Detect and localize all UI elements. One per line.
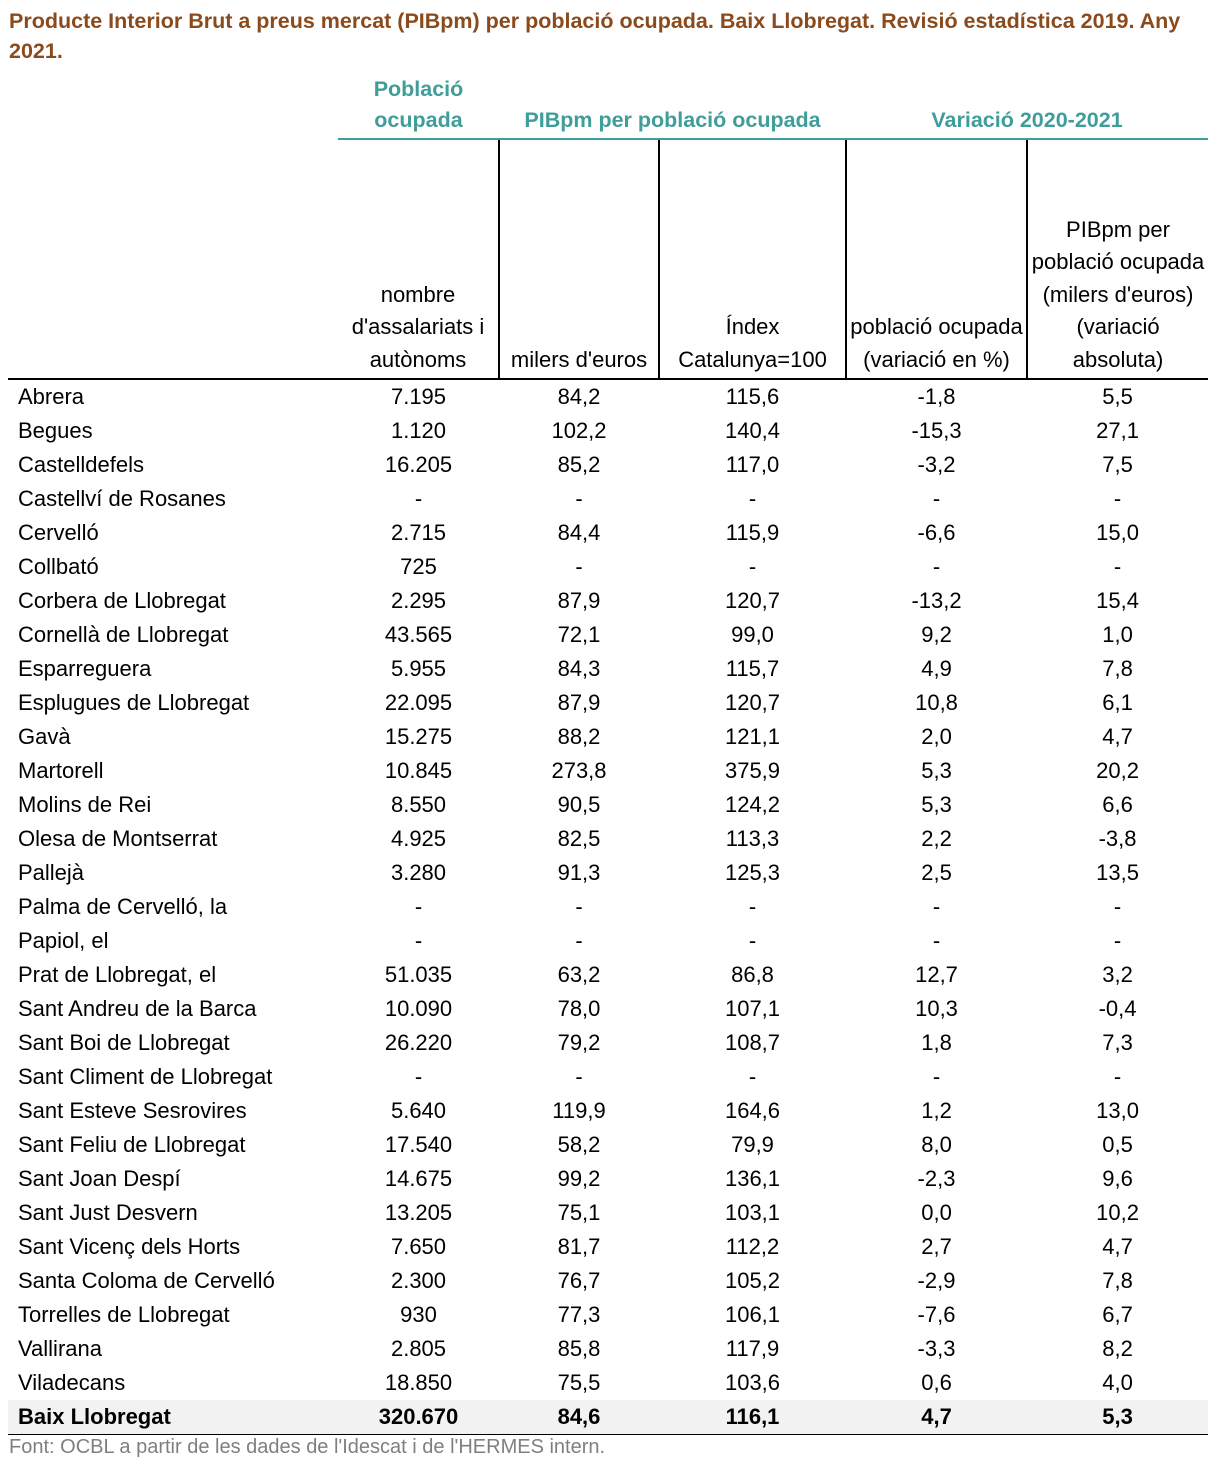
assalariats-cell: 5.955	[390, 656, 447, 681]
var-pib-cell: 6,6	[1102, 792, 1133, 817]
milers-euros-cell: 102,2	[551, 418, 607, 443]
milers-euros-cell: 77,3	[557, 1302, 601, 1327]
assalariats-cell: 8.550	[390, 792, 447, 817]
var-pib-cell: 1,0	[1102, 622, 1133, 647]
milers-euros-cell: 273,8	[551, 758, 607, 783]
milers-euros-cell: -	[575, 554, 583, 579]
milers-euros-cell: 78,0	[557, 996, 601, 1021]
municipality-cell: Castelldefels	[18, 452, 144, 477]
index-cell: 79,9	[731, 1132, 774, 1157]
index-cell: 115,6	[725, 384, 780, 409]
var-poblacio-cell: 10,8	[915, 690, 958, 715]
milers-euros-cell: 88,2	[557, 724, 601, 749]
milers-euros-cell: 85,2	[557, 452, 601, 477]
index-cell: 116,1	[659, 1400, 846, 1435]
assalariats-cell: 14.675	[384, 1166, 453, 1191]
var-pib-cell: 15,4	[1096, 588, 1139, 613]
index-cell: 121,1	[724, 724, 781, 749]
assalariats-cell: 930	[400, 1302, 437, 1327]
municipality-cell: Sant Climent de Llobregat	[18, 1064, 273, 1089]
var-pib-cell: 9,6	[1102, 1166, 1133, 1191]
var-poblacio-cell: 5,3	[921, 792, 952, 817]
assalariats-cell: -	[414, 894, 423, 919]
var-pib-cell: 13,5	[1096, 860, 1139, 885]
municipality-cell: Sant Andreu de la Barca	[18, 996, 257, 1021]
column-header-var-poblacio: població ocupada (variació en %)	[846, 139, 1027, 379]
milers-euros-cell: 87,9	[557, 690, 601, 715]
var-poblacio-cell: -13,2	[911, 588, 962, 613]
group-header-row	[8, 74, 1208, 139]
var-pib-cell: 3,2	[1102, 962, 1133, 987]
index-cell: 113,3	[725, 826, 780, 851]
municipality-cell: Santa Coloma de Cervelló	[18, 1268, 275, 1293]
milers-euros-cell: 87,9	[557, 588, 601, 613]
milers-euros-cell: 119,9	[552, 1098, 606, 1123]
assalariats-cell: 17.540	[384, 1132, 453, 1157]
municipality-cell: Pallejà	[18, 860, 85, 885]
column-header-assalariats: nombre d'assalariats i autònoms	[338, 139, 499, 379]
milers-euros-cell: 90,5	[557, 792, 601, 817]
var-poblacio-cell: -15,3	[911, 418, 962, 443]
milers-euros-cell: -	[575, 1064, 583, 1089]
municipality-cell: Molins de Rei	[18, 792, 152, 817]
var-pib-cell: 5,5	[1102, 384, 1133, 409]
milers-euros-cell: 81,7	[557, 1234, 601, 1259]
var-poblacio-cell: -2,3	[917, 1166, 956, 1191]
group-header-variacio: Variació 2020-2021	[846, 74, 1208, 139]
municipality-cell: Begues	[18, 418, 93, 443]
assalariats-cell: 13.205	[384, 1200, 453, 1225]
var-pib-cell: 7,8	[1102, 656, 1133, 681]
assalariats-cell: 7.195	[390, 384, 447, 409]
index-cell: 125,3	[724, 860, 781, 885]
var-pib-cell: -	[1113, 1064, 1122, 1089]
var-poblacio-cell: 5,3	[921, 758, 952, 783]
column-header-row	[8, 139, 1208, 379]
var-pib-cell: 7,8	[1102, 1268, 1133, 1293]
assalariats-cell: 725	[400, 554, 437, 579]
milers-euros-cell: 84,4	[557, 520, 601, 545]
municipality-cell: Cervelló	[18, 520, 99, 545]
municipality-cell: Prat de Llobregat, el	[18, 962, 217, 987]
milers-euros-cell: 79,2	[557, 1030, 601, 1055]
index-cell: 103,6	[724, 1370, 781, 1395]
var-poblacio-cell: -6,6	[917, 520, 956, 545]
table-row	[8, 1026, 1208, 1060]
var-poblacio-cell: 8,0	[921, 1132, 952, 1157]
municipality-cell: Cornellà de Llobregat	[18, 622, 229, 647]
table-row	[8, 958, 1208, 992]
var-poblacio-cell: -	[932, 554, 941, 579]
municipality-cell: Sant Boi de Llobregat	[18, 1030, 230, 1055]
index-cell: 120,7	[724, 690, 781, 715]
milers-euros-cell: 58,2	[557, 1132, 601, 1157]
table-row	[8, 788, 1208, 822]
var-pib-cell: 0,5	[1102, 1132, 1133, 1157]
municipality-cell: Martorell	[18, 758, 104, 783]
assalariats-cell: 5.640	[390, 1098, 447, 1123]
index-cell: -	[748, 1064, 757, 1089]
assalariats-cell: 320.670	[338, 1400, 499, 1435]
var-pib-cell: 4,7	[1102, 1234, 1133, 1259]
milers-euros-cell: 84,6	[499, 1400, 659, 1435]
assalariats-cell: 16.205	[384, 452, 453, 477]
var-poblacio-cell: 2,0	[921, 724, 952, 749]
table-row	[8, 379, 1208, 414]
group-header-poblacio: Població ocupada	[338, 74, 499, 139]
assalariats-cell: -	[414, 928, 423, 953]
table-row	[8, 1366, 1208, 1400]
assalariats-cell: 10.090	[384, 996, 453, 1021]
var-pib-cell: 5,3	[1027, 1400, 1208, 1435]
var-pib-cell: -	[1113, 554, 1122, 579]
index-cell: 106,1	[724, 1302, 781, 1327]
index-cell: 86,8	[731, 962, 774, 987]
municipality-cell: Sant Feliu de Llobregat	[18, 1132, 246, 1157]
index-cell: 124,2	[724, 792, 781, 817]
var-pib-cell: 13,0	[1096, 1098, 1139, 1123]
milers-euros-cell: -	[575, 928, 583, 953]
index-cell: 99,0	[731, 622, 774, 647]
table-row	[8, 1298, 1208, 1332]
table-title: Producte Interior Brut a preus mercat (PIBpm) per població ocupada. Baix Llobregat. Revisió estadística 2019. Any 2021.	[9, 9, 1181, 63]
table-row	[8, 754, 1208, 788]
var-poblacio-cell: -3,3	[917, 1336, 956, 1361]
index-cell: 117,0	[725, 452, 780, 477]
var-poblacio-cell: 4,7	[846, 1400, 1027, 1435]
municipality-cell: Gavà	[18, 724, 71, 749]
milers-euros-cell: -	[575, 894, 583, 919]
table-row	[8, 414, 1208, 448]
milers-euros-cell: 76,7	[557, 1268, 601, 1293]
var-poblacio-cell: -	[932, 894, 941, 919]
milers-euros-cell: 75,5	[557, 1370, 601, 1395]
var-poblacio-cell: -2,9	[917, 1268, 956, 1293]
milers-euros-cell: 91,3	[557, 860, 601, 885]
assalariats-cell: 2.300	[390, 1268, 447, 1293]
var-poblacio-cell: 2,2	[921, 826, 952, 851]
table-row	[8, 924, 1208, 958]
table-row	[8, 1196, 1208, 1230]
table-row	[8, 482, 1208, 516]
index-cell: 108,7	[724, 1030, 781, 1055]
municipality-cell: Papiol, el	[18, 928, 109, 953]
municipality-cell: Sant Vicenç dels Horts	[18, 1234, 241, 1259]
municipality-cell: Sant Esteve Sesrovires	[18, 1098, 247, 1123]
data-table	[8, 74, 1208, 1435]
var-pib-cell: -	[1113, 486, 1122, 511]
index-cell: -	[748, 894, 757, 919]
assalariats-cell: 51.035	[384, 962, 453, 987]
var-pib-cell: 8,2	[1102, 1336, 1133, 1361]
index-cell: 164,6	[724, 1098, 781, 1123]
table-row	[8, 448, 1208, 482]
var-poblacio-cell: 9,2	[921, 622, 952, 647]
milers-euros-cell: 99,2	[557, 1166, 601, 1191]
assalariats-cell: 43.565	[384, 622, 453, 647]
var-poblacio-cell: 0,6	[921, 1370, 952, 1395]
table-row	[8, 550, 1208, 584]
total-row	[8, 1400, 1208, 1435]
municipality-cell: Baix Llobregat	[8, 1400, 338, 1435]
table-row	[8, 822, 1208, 856]
var-pib-cell: 10,2	[1096, 1200, 1139, 1225]
municipality-cell: Olesa de Montserrat	[18, 826, 218, 851]
source-note: Font: OCBL a partir de les dades de l'Idescat i de l'HERMES intern.	[9, 1436, 606, 1458]
var-pib-cell: -3,8	[1098, 826, 1137, 851]
column-header-milers-euros: milers d'euros	[499, 139, 659, 379]
index-cell: 103,1	[724, 1200, 781, 1225]
table-row	[8, 652, 1208, 686]
index-cell: 115,9	[725, 520, 780, 545]
milers-euros-cell: 82,5	[557, 826, 601, 851]
milers-euros-cell: 63,2	[557, 962, 601, 987]
var-pib-cell: -	[1113, 928, 1122, 953]
municipality-cell: Vallirana	[18, 1336, 102, 1361]
assalariats-cell: 4.925	[390, 826, 447, 851]
milers-euros-cell: 84,3	[557, 656, 601, 681]
var-poblacio-cell: -7,6	[917, 1302, 956, 1327]
var-pib-cell: -	[1113, 894, 1122, 919]
var-pib-cell: 6,7	[1102, 1302, 1133, 1327]
var-poblacio-cell: 0,0	[921, 1200, 952, 1225]
var-pib-cell: 4,0	[1102, 1370, 1133, 1395]
index-cell: 117,9	[725, 1336, 780, 1361]
var-pib-cell: 20,2	[1096, 758, 1139, 783]
municipality-cell: Esparreguera	[18, 656, 152, 681]
table-row	[8, 1060, 1208, 1094]
index-cell: 107,1	[724, 996, 781, 1021]
var-poblacio-cell: -1,8	[917, 384, 956, 409]
var-poblacio-cell: 1,8	[921, 1030, 952, 1055]
var-pib-cell: -0,4	[1098, 996, 1137, 1021]
milers-euros-cell: 72,1	[557, 622, 601, 647]
municipality-cell: Palma de Cervelló, la	[18, 894, 228, 919]
table-row	[8, 1230, 1208, 1264]
assalariats-cell: 22.095	[384, 690, 453, 715]
table-row	[8, 856, 1208, 890]
assalariats-cell: 2.295	[390, 588, 447, 613]
index-cell: 120,7	[724, 588, 781, 613]
assalariats-cell: 1.120	[390, 418, 447, 443]
var-poblacio-cell: -3,2	[917, 452, 956, 477]
assalariats-cell: -	[414, 1064, 423, 1089]
group-header-pib: PIBpm per població ocupada	[499, 74, 846, 139]
var-pib-cell: 4,7	[1102, 724, 1133, 749]
var-pib-cell: 27,1	[1096, 418, 1139, 443]
milers-euros-cell: 75,1	[557, 1200, 601, 1225]
var-poblacio-cell: 1,2	[921, 1098, 952, 1123]
var-poblacio-cell: -	[932, 928, 941, 953]
table-row	[8, 1162, 1208, 1196]
municipality-cell: Abrera	[18, 384, 85, 409]
index-cell: -	[748, 486, 757, 511]
assalariats-cell: 2.715	[390, 520, 447, 545]
index-cell: 140,4	[724, 418, 781, 443]
municipality-cell: Corbera de Llobregat	[18, 588, 226, 613]
index-cell: -	[748, 928, 757, 953]
municipality-cell: Sant Just Desvern	[18, 1200, 198, 1225]
table-row	[8, 1332, 1208, 1366]
milers-euros-cell: -	[575, 486, 583, 511]
municipality-cell: Esplugues de Llobregat	[18, 690, 250, 715]
table-row	[8, 686, 1208, 720]
index-cell: 105,2	[724, 1268, 781, 1293]
index-cell: 136,1	[724, 1166, 781, 1191]
assalariats-cell: 10.845	[384, 758, 453, 783]
assalariats-cell: 2.805	[390, 1336, 447, 1361]
var-poblacio-cell: 2,7	[921, 1234, 952, 1259]
var-poblacio-cell: 2,5	[921, 860, 952, 885]
var-pib-cell: 7,3	[1102, 1030, 1133, 1055]
assalariats-cell: 26.220	[384, 1030, 453, 1055]
var-poblacio-cell: 4,9	[921, 656, 952, 681]
var-pib-cell: 6,1	[1102, 690, 1133, 715]
var-poblacio-cell: -	[932, 1064, 941, 1089]
index-cell: 112,2	[725, 1234, 780, 1259]
table-row	[8, 516, 1208, 550]
index-cell: -	[748, 554, 757, 579]
table-row	[8, 618, 1208, 652]
municipality-cell: Viladecans	[18, 1370, 126, 1395]
table-row	[8, 720, 1208, 754]
table-row	[8, 890, 1208, 924]
milers-euros-cell: 84,2	[557, 384, 601, 409]
milers-euros-cell: 85,8	[557, 1336, 601, 1361]
var-poblacio-cell: 12,7	[915, 962, 958, 987]
table-row	[8, 1128, 1208, 1162]
var-pib-cell: 15,0	[1096, 520, 1139, 545]
table-row	[8, 1094, 1208, 1128]
assalariats-cell: -	[414, 486, 423, 511]
assalariats-cell: 7.650	[390, 1234, 447, 1259]
column-header-index: Índex Catalunya=100	[659, 139, 846, 379]
table-row	[8, 584, 1208, 618]
index-cell: 375,9	[724, 758, 781, 783]
column-header-var-pib: PIBpm per població ocupada (milers d'euros) (variació absoluta)	[1027, 139, 1208, 379]
var-poblacio-cell: -	[932, 486, 941, 511]
assalariats-cell: 3.280	[390, 860, 447, 885]
assalariats-cell: 15.275	[384, 724, 453, 749]
var-pib-cell: 7,5	[1102, 452, 1133, 477]
index-cell: 115,7	[725, 656, 780, 681]
table-row	[8, 1264, 1208, 1298]
assalariats-cell: 18.850	[384, 1370, 453, 1395]
var-poblacio-cell: 10,3	[915, 996, 958, 1021]
municipality-cell: Collbató	[18, 554, 99, 579]
municipality-cell: Castellví de Rosanes	[18, 486, 226, 511]
municipality-cell: Sant Joan Despí	[18, 1166, 181, 1191]
table-row	[8, 992, 1208, 1026]
table-body	[8, 379, 1208, 1435]
municipality-cell: Torrelles de Llobregat	[18, 1302, 230, 1327]
